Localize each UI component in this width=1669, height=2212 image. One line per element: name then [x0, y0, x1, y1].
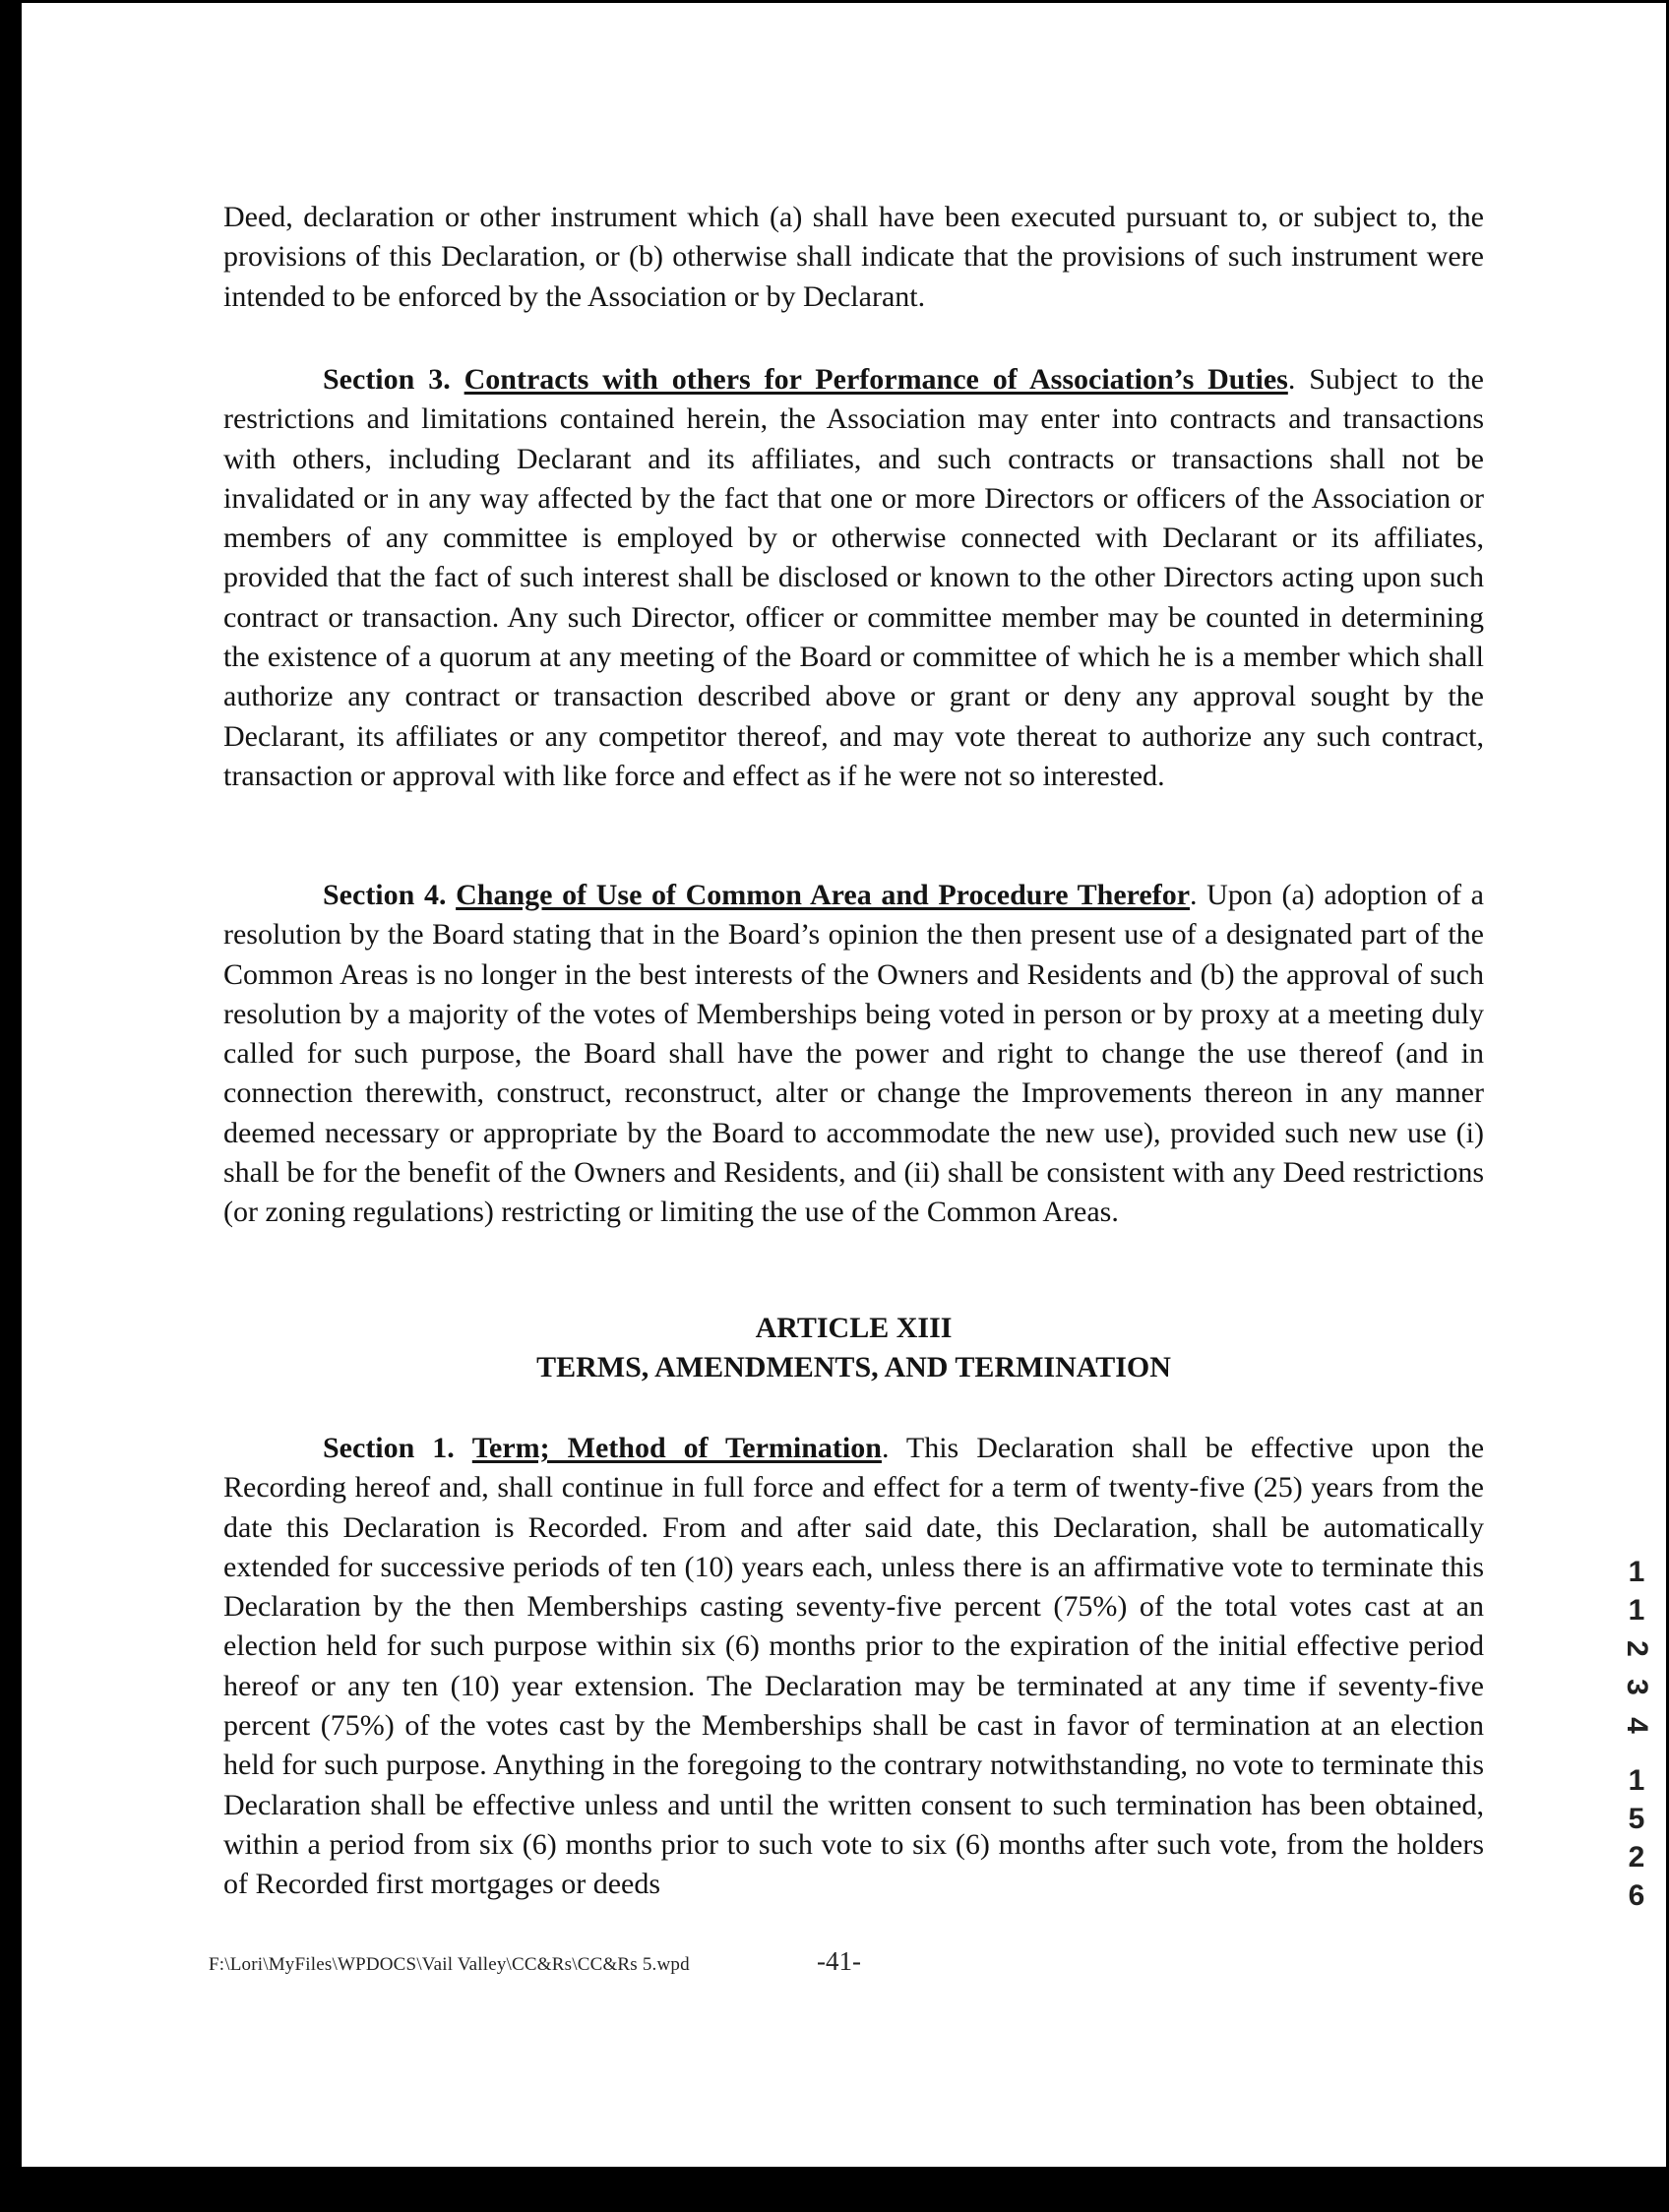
paragraph-section-4: [223, 876, 1484, 1233]
article-subheading: TERMS, AMENDMENTS, AND TERMINATION: [536, 1351, 1171, 1383]
footer-file-path: F:\Lori\MyFiles\WPDOCS\Vail Valley\CC&Rs\CC&Rs 5.wpd: [209, 1954, 690, 1975]
section-1-title: Term; Method of Termination: [471, 1432, 882, 1464]
stamp-digit: 4: [1620, 1717, 1653, 1734]
margin-stamp-upper: [1622, 1553, 1651, 1745]
stamp-digit: 3: [1620, 1679, 1653, 1695]
stamp-digit: 1: [1628, 1594, 1645, 1627]
stamp-digit: 5: [1628, 1803, 1645, 1835]
section-3-number: Section 3.: [323, 363, 451, 396]
section-4-body: . Upon (a) adoption of a resolution by the Board stating that in the Board’s opinion the then present use of a designated part of the Common Areas is no longer in the best interests of the Owners and Residents and (b) the approval of such resolution by a majority of the votes of Memberships being voted in person or by proxy at a meeting duly called for such purpose, the Board shall have the power and right to change the use thereof (and in connection therewith, construct, reconstruct, alter or change the Improvements thereon in any manner deemed necessary or appropriate by the Board to accommodate the new use), provided such new use (i) shall be for the benefit of the Owners and Residents, and (ii) shall be consistent with any Deed restrictions (or zoning regulations) restricting or limiting the use of the Common Areas.: [223, 879, 1484, 1229]
scan-border-top: [0, 0, 1669, 3]
section-4-title: Change of Use of Common Area and Procedure Therefor: [456, 879, 1191, 911]
stamp-digit: 2: [1620, 1640, 1653, 1657]
stamp-digit: 6: [1628, 1879, 1645, 1912]
section-1-number: Section 1.: [323, 1432, 455, 1464]
paragraph-article-13-section-1: [223, 1429, 1484, 1905]
stamp-digit: 2: [1628, 1841, 1645, 1874]
stamp-digit: 1: [1628, 1556, 1645, 1588]
margin-stamp-lower: [1622, 1761, 1651, 1915]
section-1-body: . This Declaration shall be effective upon the Recording hereof and, shall continue in full force and effect for a term of twenty-five (25) years from the date this Declaration is Recorded. From and after said date, this Declaration, shall be automatically extended for successive periods of ten (10) years each, unless there is an affirmative vote to terminate this Declaration by the then Memberships casting seventy-five percent (75%) of the total votes cast at an election held for such purpose within six (6) months prior to the expiration of the initial effective period hereof or any ten (10) year extension. The Declaration may be terminated at any time if seventy-five percent (75%) of the votes cast by the Memberships shall be cast in favor of termination at an election held for such purpose. Anything in the foregoing to the contrary notwithstanding, no vote to terminate this Declaration shall be effective unless and until the written consent to such termination has been obtained, within a period from six (6) months prior to such vote to six (6) months after such vote, from the holders of Recorded first mortgages or deeds: [223, 1432, 1485, 1901]
paragraph-section-3: [223, 360, 1484, 796]
scan-border-left: [0, 0, 22, 2212]
paragraph-continuation: Deed, declaration or other instrument which (a) shall have been executed pursuant to, or subject to, the provisions of this Declaration, or (b) otherwise shall indicate that the provisions of such instrument were intended to be enforced by the Association or by Declarant.: [223, 201, 1484, 313]
section-3-body: . Subject to the restrictions and limitations contained herein, the Association may enter into contracts and transactions with others, including Declarant and its affiliates, and such contracts or transactions shall not be invalidated or in any way affected by the fact that one or more Directors or officers of the Association or members of any committee is employed by or otherwise connected with Declarant or its affiliates, provided that the fact of such interest shall be disclosed or known to the other Directors acting upon such contract or transaction. Any such Director, officer or committee member may be counted in determining the existence of a quorum at any meeting of the Board or committee of which he is a member which shall authorize any contract or transaction described above or grant or deny any approval sought by the Declarant, its affiliates or any competitor thereof, and may vote thereat to authorize any such contract, transaction or approval with like force and effect as if he were not so interested.: [223, 363, 1484, 792]
section-4-number: Section 4.: [323, 879, 447, 911]
scan-border-bottom: [0, 2167, 1669, 2212]
stamp-digit: 1: [1628, 1764, 1645, 1797]
footer-page-number: -41-: [817, 1946, 861, 1976]
section-3-title: Contracts with others for Performance of Association’s Duties: [464, 363, 1288, 396]
article-heading: ARTICLE XIII: [755, 1312, 953, 1344]
